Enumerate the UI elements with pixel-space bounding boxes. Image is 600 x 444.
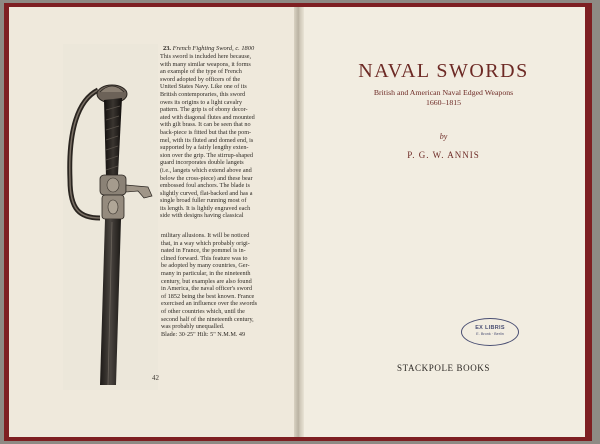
stamp-subtext: E. Bronk · Berlin (476, 332, 504, 336)
text-line: mel, with its fluted and domed end, is (160, 136, 254, 144)
text-line: military allusions. It will be noticed (161, 232, 250, 239)
text-line: British contemporaries, this sword (160, 90, 246, 98)
text-line: many in particular, in the nineteenth (161, 269, 251, 277)
text-line: with many similar weapons, it forms (160, 60, 251, 68)
text-line: side with designs having classical (160, 212, 244, 220)
text-line: single broad fuller running most of (160, 197, 247, 205)
entry-title: French Fighting Sword, c. 1800 (172, 45, 255, 52)
text-line: of other countries which, until the (161, 307, 245, 315)
entry-number: 23. (163, 45, 171, 52)
text-line: century, but examples are also found (161, 277, 252, 285)
text-line: of 1852 being the best known. France (161, 292, 255, 300)
text-line: exercised an influence over the swords (161, 300, 258, 308)
text-line: pattern. The grip is of ebony decor- (160, 106, 248, 114)
text-line: was probably unequalled. (161, 323, 225, 331)
text-line: clined forward. This feature was to (161, 254, 248, 262)
text-line: that, in a way which probably origi- (161, 239, 250, 247)
text-line: (i.e., langets which extend above and (160, 166, 252, 174)
stamp-text: EX LIBRIS (475, 325, 505, 331)
text-line: United States Navy. Like one of its (160, 83, 247, 91)
book-title: NAVAL SWORDS (358, 60, 529, 82)
text-line: supported by a fairly lengthy exten- (160, 144, 249, 152)
ex-libris-stamp (461, 318, 519, 346)
text-line: owes its origins to a light cavalry (160, 98, 243, 106)
entry-body-bottom (161, 232, 285, 338)
text-line: second half of the nineteenth century, (161, 315, 254, 323)
dimensions-line: Blade: 30·25" Hilt: 5" N.M.M. 49 (161, 330, 246, 338)
text-line: its length. It is lightly engraved each (160, 204, 251, 212)
by-line: by (439, 132, 448, 141)
text-line: back-piece is fitted but that the pom- (160, 128, 252, 136)
text-line: guard incorporates double langets (160, 159, 244, 167)
text-line: This sword is included here because, (160, 53, 252, 60)
book-date-range: 1660–1815 (425, 98, 462, 107)
book-subtitle: British and American Naval Edged Weapons (373, 88, 514, 97)
text-line: be adopted by many countries, Ger- (161, 262, 250, 270)
page-number: 42 (152, 374, 159, 382)
text-line: slightly curved, flat-backed and has a (160, 189, 253, 197)
text-line: sion over the grip. The stirrup-shaped (160, 151, 254, 159)
entry-heading (163, 45, 281, 53)
sword-illustration (60, 40, 160, 390)
text-line: embossed foul anchors. The blade is (160, 182, 250, 190)
author-name: P. G. W. ANNIS (407, 150, 480, 160)
text-line: ated with diagonal flutes and mounted (160, 113, 255, 121)
text-line: in America, the naval officer's sword (161, 285, 253, 293)
text-line: sword adopted by officers of the (160, 75, 241, 83)
text-line: nated in France, the pommel is in- (161, 247, 246, 255)
text-line: below the cross-piece) and these bear (160, 174, 253, 182)
publisher-name: STACKPOLE BOOKS (396, 363, 491, 373)
entry-body-top (160, 53, 280, 220)
text-line: with gilt brass. It can be seen that no (160, 121, 251, 129)
text-line: an example of the type of French (160, 68, 242, 76)
